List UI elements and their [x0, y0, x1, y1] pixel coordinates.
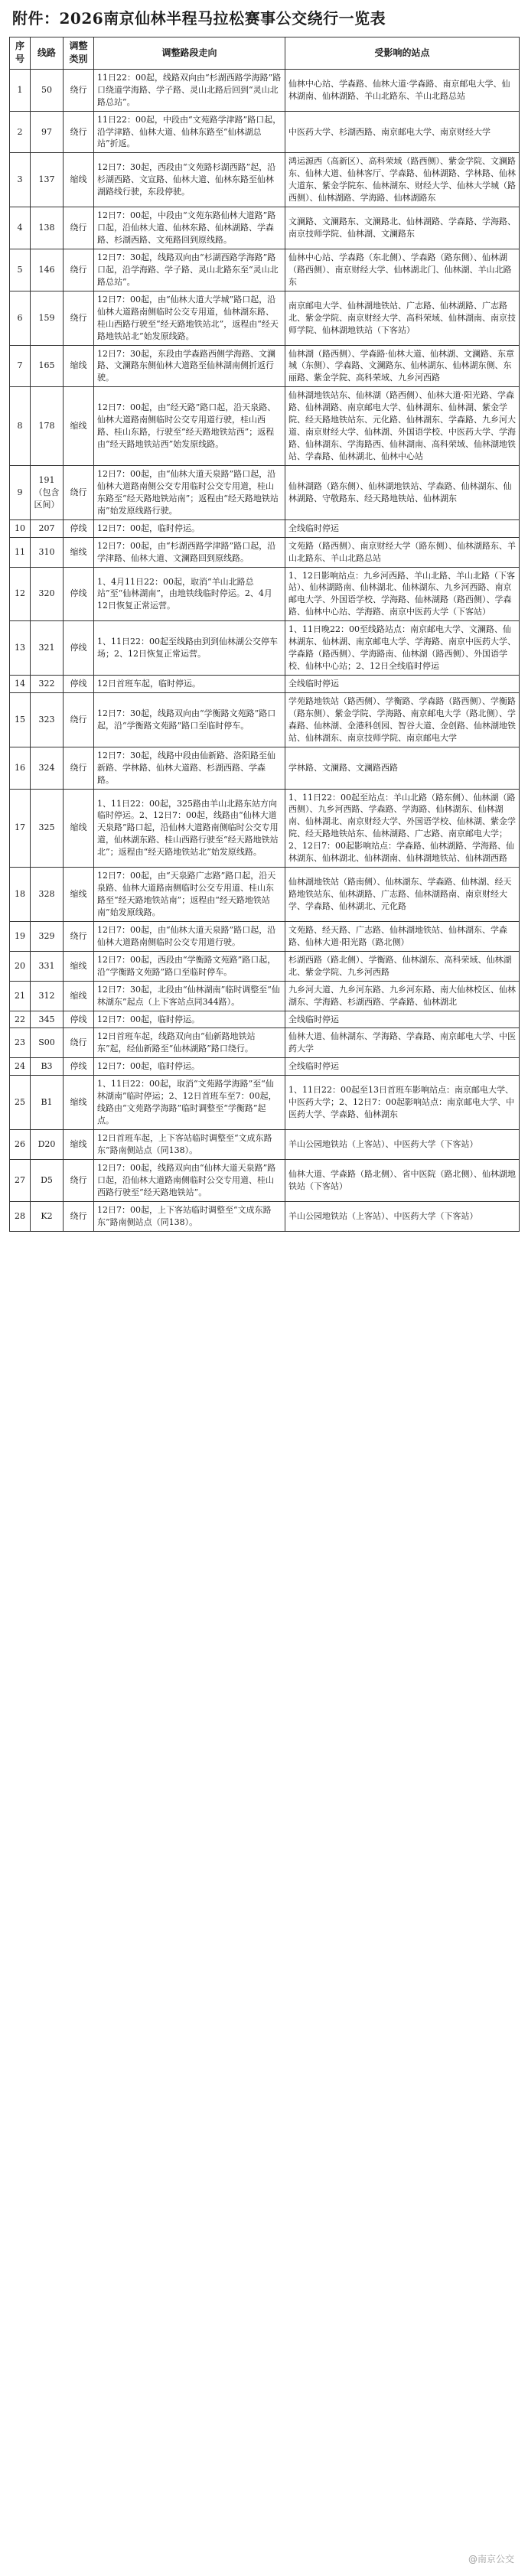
row-stops: 1、11日22：00起至13日首班车影响站点：南京邮电大学、中医药大学；2、12日7：00起影响站点：南京邮电大学、中医药大学、学森路、仙林湖东 [285, 1076, 520, 1130]
row-type: 绕行 [64, 1159, 94, 1201]
row-stops: 文苑路（路西侧）、南京财经大学（路东侧）、仙林湖路东、羊山北路东、羊山北路总站 [285, 537, 520, 567]
row-line: 345 [31, 1011, 64, 1028]
row-stops: 仙林湖地铁站（路南侧）、仙林湖东、学森路、仙林湖、经天路地铁站东、仙林湖路、广志路、仙林湖路南、南京财经大学、学森路、仙林湖北、元化路 [285, 868, 520, 922]
table-row [10, 249, 520, 291]
row-type: 绕行 [64, 69, 94, 111]
table-row [10, 153, 520, 207]
table-row [10, 69, 520, 111]
row-adjust: 12日7：30起，西段由“文苑路杉湖西路”起，沿杉湖西路、文宣路、仙林大道、仙林东路至仙林湖路线行驶，东段停驶。 [94, 153, 285, 207]
row-seq: 2 [10, 111, 31, 153]
table-row [10, 921, 520, 951]
row-type: 停线 [64, 519, 94, 537]
row-adjust: 12日7：00起，由“经天路”路口起，沿天泉路、仙林大道路南侧临时公交专用道行驶，桂山西路、桂山东路，行驶至“经天路地铁站西”；返程由“经天路地铁站西”始发原线路。 [94, 387, 285, 466]
table-row [10, 345, 520, 387]
table-row [10, 1011, 520, 1028]
row-stops: 全线临时停运 [285, 1011, 520, 1028]
row-seq: 13 [10, 621, 31, 676]
row-type: 绕行 [64, 291, 94, 345]
row-stops: 羊山公园地铁站（上客站）、中医药大学（下客站） [285, 1130, 520, 1160]
row-line: B1 [31, 1076, 64, 1130]
row-seq: 14 [10, 676, 31, 693]
row-seq: 24 [10, 1058, 31, 1076]
row-seq: 19 [10, 921, 31, 951]
row-line: D5 [31, 1159, 64, 1201]
row-stops: 鸿运源西（高新区）、高科荣域（路西侧）、紫金学院、文澜路东、仙林大道、仙林客厅、学森路、仙林湖路、学林路、仙林大道东、紫金学院东、仙林湖东、财经大学、仙林大学城（路西侧）、仙林湖路、学海路、仙林湖路东 [285, 153, 520, 207]
row-seq: 27 [10, 1159, 31, 1201]
row-type: 停线 [64, 567, 94, 621]
row-stops: 九乡河大道、九乡河东路、九乡河东路、南大仙林校区、仙林湖东、学海路、杉湖西路、学森路、仙林湖北 [285, 981, 520, 1011]
row-adjust: 12日7：00起，临时停运。 [94, 1058, 285, 1076]
row-type: 缩线 [64, 951, 94, 981]
row-line: 137 [31, 153, 64, 207]
row-adjust: 12日7：00起，由“仙林大道天泉路”路口起，沿仙林大道路南侧临时公交专用道行驶。 [94, 921, 285, 951]
row-adjust: 1、11日22：00起，325路由羊山北路东站方向临时停运。2、12日7：00起，线路由“仙林大道天泉路”路口起，沿仙林大道路南侧临时公交专用道，仙林湖东路、桂山西路行驶至“经天路地铁站北”；返程由“经天路地铁站北”始发原线路。 [94, 789, 285, 868]
row-adjust: 12日7：30起，线路双向由“学衡路文苑路”路口起，沿“学衡路文苑路”路口至临时停车。 [94, 692, 285, 747]
table-row [10, 1201, 520, 1231]
row-seq: 18 [10, 868, 31, 922]
row-stops: 仙林湖地铁站东、仙林湖（路西侧）、仙林大道·阳光路、学森路、仙林湖路、南京邮电大学、仙林湖东、仙林湖、紫金学院、经天路地铁站东、元化路、仙林湖东、学森路、九乡河大道、南京财经大学、仙林湖、外国语学校、中医药大学、学海路、仙林湖东、学海路西、仙林湖南、高科荣域、仙林湖地铁站、学森路、仙林湖北、仙林中心站 [285, 387, 520, 466]
page-title: 附件：2026南京仙林半程马拉松赛事公交绕行一览表 [12, 9, 386, 28]
row-type: 绕行 [64, 207, 94, 249]
row-type: 停线 [64, 1058, 94, 1076]
row-stops: 1、12日影响站点：九乡河西路、羊山北路、羊山北路（下客站）、仙林湖路南、仙林湖北、仙林湖东、九乡河西路、南京邮电大学、外国语学校、学海路、仙林湖路（路西侧）、学森路、仙林中心站、学海路、南京中医药大学（下客站） [285, 567, 520, 621]
table-row [10, 951, 520, 981]
table-row [10, 465, 520, 519]
row-stops: 1、11日22：00起至站点：羊山北路（路东侧）、仙林湖（路西侧）、九乡河西路、学森路、学海路、仙林湖东、仙林湖南、仙林湖北、南京财经大学、外国语学校、仙林湖、紫金学院、经天路地铁站东、仙林湖路、广志路、南京邮电大学；2、12日7：00起影响站点：学森路、仙林湖路、学海路、仙林湖东、仙林湖北、仙林湖南、仙林湖地铁站、仙林湖西路 [285, 789, 520, 868]
row-seq: 5 [10, 249, 31, 291]
row-line: 329 [31, 921, 64, 951]
row-line: 178 [31, 387, 64, 466]
row-line: 328 [31, 868, 64, 922]
row-adjust: 12日7：00起，线路双向由“仙林大道天泉路”路口起，沿仙林大道路南侧临时公交专用道、桂山西路行驶至“经天路地铁站”。 [94, 1159, 285, 1201]
table-row [10, 981, 520, 1011]
header-adjust: 调整路段走向 [94, 37, 285, 70]
row-adjust: 11日22：00起，线路双向由“杉湖西路学海路”路口绕道学海路、学子路、灵山北路后回到“灵山北路总站”。 [94, 69, 285, 111]
row-seq: 7 [10, 345, 31, 387]
row-line: 138 [31, 207, 64, 249]
row-stops: 文苑路、经天路、广志路、仙林湖地铁站、仙林湖东、学森路、仙林大道·阳光路（路北侧） [285, 921, 520, 951]
row-stops: 南京邮电大学、仙林湖地铁站、广志路、仙林湖路、广志路北、紫金学院、南京财经大学、高科荣域、仙林湖南、南京技师学院、仙林湖地铁站（下客站） [285, 291, 520, 345]
row-stops: 羊山公园地铁站（上客站）、中医药大学（下客站） [285, 1201, 520, 1231]
row-seq: 6 [10, 291, 31, 345]
row-adjust: 12日7：00起，中段由“文苑东路仙林大道路”路口起，沿仙林大道、仙林东路、仙林湖路、学森路、杉湖西路、文苑路回到原线路。 [94, 207, 285, 249]
table-row [10, 519, 520, 537]
row-adjust: 12日首班车起，临时停运。 [94, 676, 285, 693]
row-type: 缩线 [64, 153, 94, 207]
row-adjust: 12日7：30起，线路中段由仙新路、洛阳路至仙新路、学林路、仙林大道路、杉湖西路、学森路。 [94, 747, 285, 789]
row-stops: 仙林中心站、学森路、仙林大道·学森路、南京邮电大学、仙林湖南、仙林湖路、羊山北路东、羊山北路总站 [285, 69, 520, 111]
table-row [10, 1058, 520, 1076]
row-stops: 全线临时停运 [285, 676, 520, 693]
detour-table [9, 37, 520, 1232]
row-stops: 仙林大道、学森路（路北侧）、省中医院（路北侧）、仙林湖地铁站（下客站） [285, 1159, 520, 1201]
row-seq: 28 [10, 1201, 31, 1231]
row-seq: 22 [10, 1011, 31, 1028]
row-seq: 26 [10, 1130, 31, 1160]
row-line: B3 [31, 1058, 64, 1076]
row-type: 绕行 [64, 111, 94, 153]
row-adjust: 12日7：30起，线路双向由“杉湖西路学海路”路口起，沿学海路、学子路、灵山北路东至“灵山北路总站”。 [94, 249, 285, 291]
row-seq: 1 [10, 69, 31, 111]
table-row [10, 676, 520, 693]
row-adjust: 12日7：30起，东段由学森路西侧学海路、文澜路、文澜路东侧仙林大道路至仙林湖南侧折返行驶。 [94, 345, 285, 387]
table-row [10, 1159, 520, 1201]
row-line: 312 [31, 981, 64, 1011]
row-seq: 9 [10, 465, 31, 519]
row-seq: 17 [10, 789, 31, 868]
row-line: 165 [31, 345, 64, 387]
table-row [10, 692, 520, 747]
table-row [10, 111, 520, 153]
row-type: 绕行 [64, 465, 94, 519]
row-type: 缩线 [64, 387, 94, 466]
row-type: 缩线 [64, 789, 94, 868]
row-line: K2 [31, 1201, 64, 1231]
row-seq: 8 [10, 387, 31, 466]
row-line: 97 [31, 111, 64, 153]
row-stops: 杉湖西路（路北侧）、学衡路、仙林湖东、高科荣域、仙林湖北、紫金学院、九乡河西路 [285, 951, 520, 981]
row-line: 321 [31, 621, 64, 676]
row-stops: 中医药大学、杉湖西路、南京邮电大学、南京财经大学 [285, 111, 520, 153]
row-seq: 23 [10, 1028, 31, 1058]
row-adjust: 1、11日22：00起，取消“文苑路学海路”至“仙林湖南”临时停运；2、12日首班车至7：00起，线路由“文苑路学海路”临时调整至“学衡路”起点。 [94, 1076, 285, 1130]
table-row [10, 747, 520, 789]
row-type: 停线 [64, 621, 94, 676]
row-seq: 10 [10, 519, 31, 537]
table-row [10, 207, 520, 249]
row-type: 绕行 [64, 1028, 94, 1058]
row-adjust: 12日7：00起，由“杉湖西路学津路”路口起，沿学津路、仙林大道、文澜路回到原线路。 [94, 537, 285, 567]
row-line: 146 [31, 249, 64, 291]
row-line: 320 [31, 567, 64, 621]
table-row [10, 789, 520, 868]
row-seq: 21 [10, 981, 31, 1011]
row-stops: 仙林大道、仙林湖东、学海路、学森路、南京邮电大学、中医药大学 [285, 1028, 520, 1058]
table-row [10, 868, 520, 922]
row-adjust: 1、4月11日22：00起，取消“羊山北路总站”至“仙林湖南”，由地铁线临时停运。2、4月12日恢复正常运营。 [94, 567, 285, 621]
row-type: 缩线 [64, 981, 94, 1011]
row-type: 绕行 [64, 249, 94, 291]
row-stops: 全线临时停运 [285, 519, 520, 537]
row-line: 323 [31, 692, 64, 747]
table-row [10, 1076, 520, 1130]
row-seq: 15 [10, 692, 31, 747]
header-line: 线路 [31, 37, 64, 70]
table-row [10, 291, 520, 345]
table-row [10, 1130, 520, 1160]
row-stops: 全线临时停运 [285, 1058, 520, 1076]
row-type: 停线 [64, 676, 94, 693]
table-row [10, 387, 520, 466]
row-seq: 20 [10, 951, 31, 981]
watermark: @南京公交 [468, 2554, 514, 2565]
row-line: 331 [31, 951, 64, 981]
row-seq: 4 [10, 207, 31, 249]
row-adjust: 12日7：00起，临时停运。 [94, 519, 285, 537]
row-stops: 学林路、文澜路、文澜路西路 [285, 747, 520, 789]
table-row [10, 621, 520, 676]
row-type: 缩线 [64, 345, 94, 387]
row-type: 绕行 [64, 1201, 94, 1231]
header-seq: 序号 [10, 37, 31, 70]
row-seq: 3 [10, 153, 31, 207]
table-row [10, 537, 520, 567]
row-type: 缩线 [64, 1076, 94, 1130]
row-seq: 12 [10, 567, 31, 621]
row-adjust: 12日7：00起，上下客站临时调整至“文成东路东”路南侧站点（同138）。 [94, 1201, 285, 1231]
row-adjust: 12日7：30起，北段由“仙林湖南”临时调整至“仙林湖东”起点（上下客站点同344路）。 [94, 981, 285, 1011]
row-stops: 仙林湖路（路东侧）、仙林湖地铁站、学森路、仙林湖东、仙林湖路、守敬路东、经天路地铁站、仙林湖东 [285, 465, 520, 519]
row-stops: 学苑路地铁站（路西侧）、学衡路、学森路（路西侧）、学衡路（路东侧）、紫金学院、学海路、南京邮电大学（路北侧）、学森路、仙林湖、金港科创园、智谷大道、金创路、仙林湖地铁站、仙林湖东、南京技师学院、南京邮电大学 [285, 692, 520, 747]
table-header-row [10, 37, 520, 70]
header-type: 调整类别 [64, 37, 94, 70]
row-type: 缩线 [64, 1130, 94, 1160]
row-line: 325 [31, 789, 64, 868]
row-adjust: 12日首班车起，线路双向由“仙新路地铁站东”起，经仙新路至“仙林湖路”路口绕行。 [94, 1028, 285, 1058]
table-row [10, 1028, 520, 1058]
row-type: 停线 [64, 1011, 94, 1028]
row-line: 310 [31, 537, 64, 567]
row-seq: 16 [10, 747, 31, 789]
row-adjust: 12日7：00起，由“仙林大道天泉路”路口起，沿仙林大道路南侧公交专用临时公交专用道，桂山东路至“经天路地铁站南”；返程由“经天路地铁站南”始发原线路行驶。 [94, 465, 285, 519]
row-adjust: 11日22：00起，中段由“文苑路学津路”路口起，沿学津路、仙林大道、仙林东路至“仙林湖总站”折返。 [94, 111, 285, 153]
row-line: 207 [31, 519, 64, 537]
row-stops: 仙林湖（路西侧）、学森路·仙林大道、仙林湖、文澜路、东章城（东侧）、学森路、文澜路东、仙林湖东、仙林湖东侧、东丽路、紫金学院、高科荣域、九乡河西路 [285, 345, 520, 387]
row-type: 绕行 [64, 747, 94, 789]
row-stops: 文澜路、文澜路东、文澜路北、仙林湖路、学森路、学海路、南京技师学院、仙林湖、文澜路东 [285, 207, 520, 249]
row-stops: 1、11日晚22：00至线路站点：南京邮电大学、文澜路、仙林湖东、仙林湖、南京邮电大学、学海路、南京中医药大学、学森路（路西侧）、学海路南、仙林湖（路西侧）、外国语学校、仙林中心站；2、12日全线临时停运 [285, 621, 520, 676]
row-line: 50 [31, 69, 64, 111]
row-stops: 仙林中心站、学森路（东北侧）、学森路（路东侧）、仙林湖（路西侧）、南京财经大学、仙林湖北门、仙林湖、羊山北路东 [285, 249, 520, 291]
row-adjust: 12日7：00起，由“仙林大道大学城”路口起，沿仙林大道路南侧临时公交专用道，仙林湖东路、桂山西路行驶至“经天路地铁站北”，返程由“经天路地铁站北”始发原线路。 [94, 291, 285, 345]
row-line: 324 [31, 747, 64, 789]
row-line: 159 [31, 291, 64, 345]
row-adjust: 1、11日22：00起至线路由到到仙林湖公交停车场；2、12日恢复正常运营。 [94, 621, 285, 676]
row-adjust: 12日7：00起，西段由“学衡路文苑路”路口起，沿“学衡路文苑路”路口至临时停车。 [94, 951, 285, 981]
row-seq: 11 [10, 537, 31, 567]
row-adjust: 12日首班车起，上下客站临时调整至“文成东路东”路南侧站点（同138）。 [94, 1130, 285, 1160]
row-seq: 25 [10, 1076, 31, 1130]
row-adjust: 12日7：00起，临时停运。 [94, 1011, 285, 1028]
row-adjust: 12日7：00起，由“天泉路广志路”路口起，沿天泉路、仙林大道路南侧临时公交专用道、桂山东路至“经天路地铁站南”；返程由“经天路地铁站南”始发原线路。 [94, 868, 285, 922]
row-line: 322 [31, 676, 64, 693]
row-type: 缩线 [64, 868, 94, 922]
row-type: 缩线 [64, 537, 94, 567]
row-type: 绕行 [64, 921, 94, 951]
row-line: D20 [31, 1130, 64, 1160]
row-type: 绕行 [64, 692, 94, 747]
header-stops: 受影响的站点 [285, 37, 520, 70]
table-row [10, 567, 520, 621]
row-line: 191（包含区间） [31, 465, 64, 519]
row-line: S00 [31, 1028, 64, 1058]
